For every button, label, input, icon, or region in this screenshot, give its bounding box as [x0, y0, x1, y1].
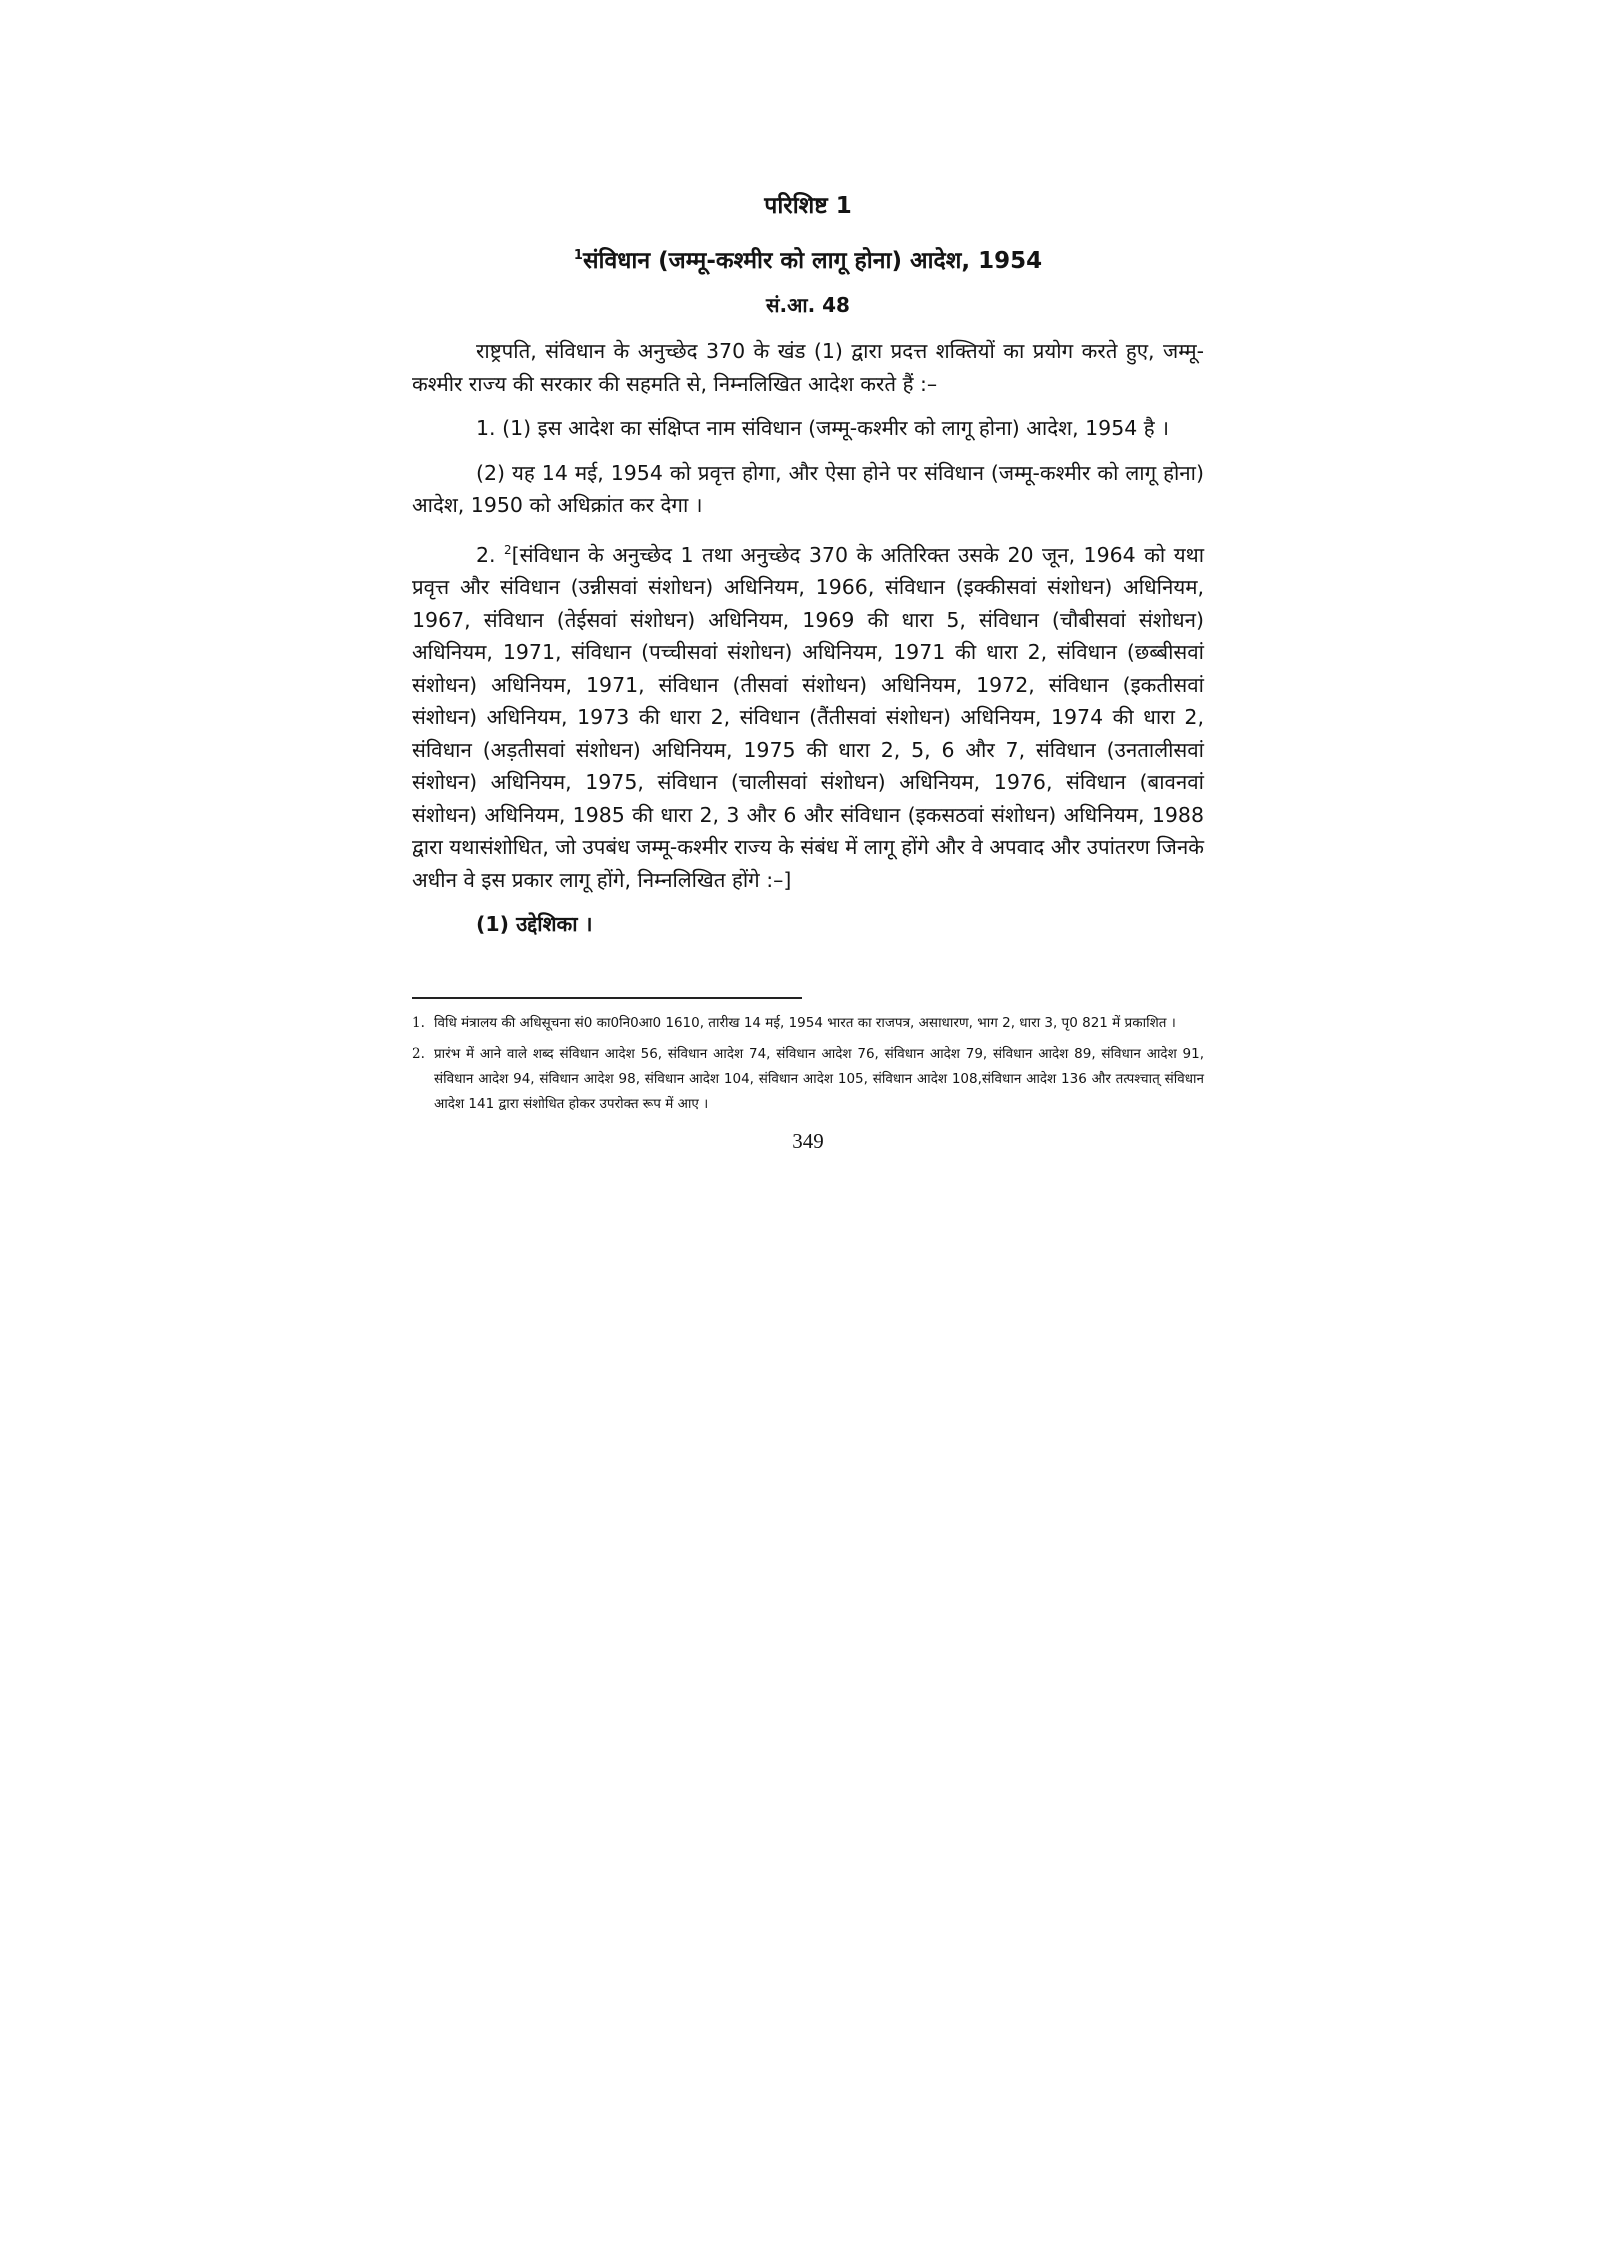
footnote-2-number: 2. — [412, 1045, 425, 1062]
footnote-2 — [412, 1042, 1204, 1117]
footnote-1 — [412, 1011, 1204, 1036]
clause-1-2-paragraph: (2) यह 14 मई, 1954 को प्रवृत्त होगा, और ऐसा होने पर संविधान (जम्मू-कश्मीर को लागू होना) आदेश, 1950 को अधिक्रांत कर देगा । — [412, 460, 1204, 517]
clause-2-footnote-ref[interactable]: 2 — [504, 542, 512, 557]
appendix-title: परिशिष्ट 1 — [764, 193, 852, 219]
document-page — [412, 190, 1204, 1154]
order-number: सं.आ. 48 — [766, 293, 850, 317]
order-title-text: संविधान (जम्मू-कश्मीर को लागू होना) आदेश, 1954 — [582, 248, 1043, 274]
clause-2-paragraph — [412, 534, 1204, 897]
clause-2-text: [संविधान के अनुच्छेद 1 तथा अनुच्छेद 370 के अतिरिक्त उसके 20 जून, 1964 को यथा प्रवृत्त और संविधान (उन्नीसवां संशोधन) अधिनियम, 1966, संविधान (इक्कीसवां संशोधन) अधिनियम, 1967, संविधान (तेईसवां संशोधन) अधिनियम, 1969 की धारा 5, संविधान (चौबीसवां संशोधन) अधिनियम, 1971, संविधान (पच्चीसवां संशोधन) अधिनियम, 1971 की धारा 2, संविधान (छब्बीसवां संशोधन) अधिनियम, 1971, संविधान (तीसवां संशोधन) अधिनियम, 1972, संविधान (इकतीसवां संशोधन) अधिनियम, 1973 की धारा 2, संविधान (तैंतीसवां संशोधन) अधिनियम, 1974 की धारा 2, संविधान (अड़तीसवां संशोधन) अधिनियम, 1975 की धारा 2, 5, 6 और 7, संविधान (उनतालीसवां संशोधन) अधिनियम, 1975, संविधान (चालीसवां संशोधन) अधिनियम, 1976, संविधान (बावनवां संशोधन) अधिनियम, 1985 की धारा 2, 3 और 6 और संविधान (इकसठवां संशोधन) अधिनियम, 1988 द्वारा यथासंशोधित, जो उपबंध जम्मू-कश्मीर राज्य के संबंध में लागू होंगे और वे अपवाद और उपांतरण जिनके अधीन वे इस प्रकार लागू होंगे, निम्नलिखित होंगे :–] — [412, 542, 1205, 892]
preamble-subheading: (1) उद्देशिका । — [476, 912, 593, 936]
clause-2-number: 2. — [476, 542, 505, 567]
intro-paragraph: राष्ट्रपति, संविधान के अनुच्छेद 370 के खंड (1) द्वारा प्रदत्त शक्तियों का प्रयोग करते हुए, जम्मू-कश्मीर राज्य की सरकार की सहमति से, निम्नलिखित आदेश करते हैं :– — [412, 339, 1204, 396]
footnote-1-text: विधि मंत्रालय की अधिसूचना सं0 का0नि0आ0 1610, तारीख 14 मई, 1954 भारत का राजपत्र, असाधारण, भाग 2, धारा 3, पृ0 821 में प्रकाशित । — [434, 1014, 1176, 1031]
page-number: 349 — [792, 1128, 824, 1153]
order-title-footnote-ref[interactable]: 1 — [573, 248, 583, 263]
clause-1-1-paragraph: 1. (1) इस आदेश का संक्षिप्त नाम संविधान (जम्मू-कश्मीर को लागू होना) आदेश, 1954 है । — [476, 416, 1169, 440]
footnote-2-text: प्रारंभ में आने वाले शब्द संविधान आदेश 56, संविधान आदेश 74, संविधान आदेश 76, संविधान आदेश 79, संविधान आदेश 89, संविधान आदेश 91, संविधान आदेश 94, संविधान आदेश 98, संविधान आदेश 104, संविधान आदेश 105, संविधान आदेश 108,संविधान आदेश 136 और तत्पश्चात् संविधान आदेश 141 द्वारा संशोधित होकर उपरोक्त रूप में आए । — [434, 1045, 1204, 1112]
footnote-divider — [412, 997, 802, 999]
order-title — [412, 240, 1204, 277]
footnotes — [412, 1011, 1204, 1117]
footnote-1-number: 1. — [412, 1014, 425, 1031]
